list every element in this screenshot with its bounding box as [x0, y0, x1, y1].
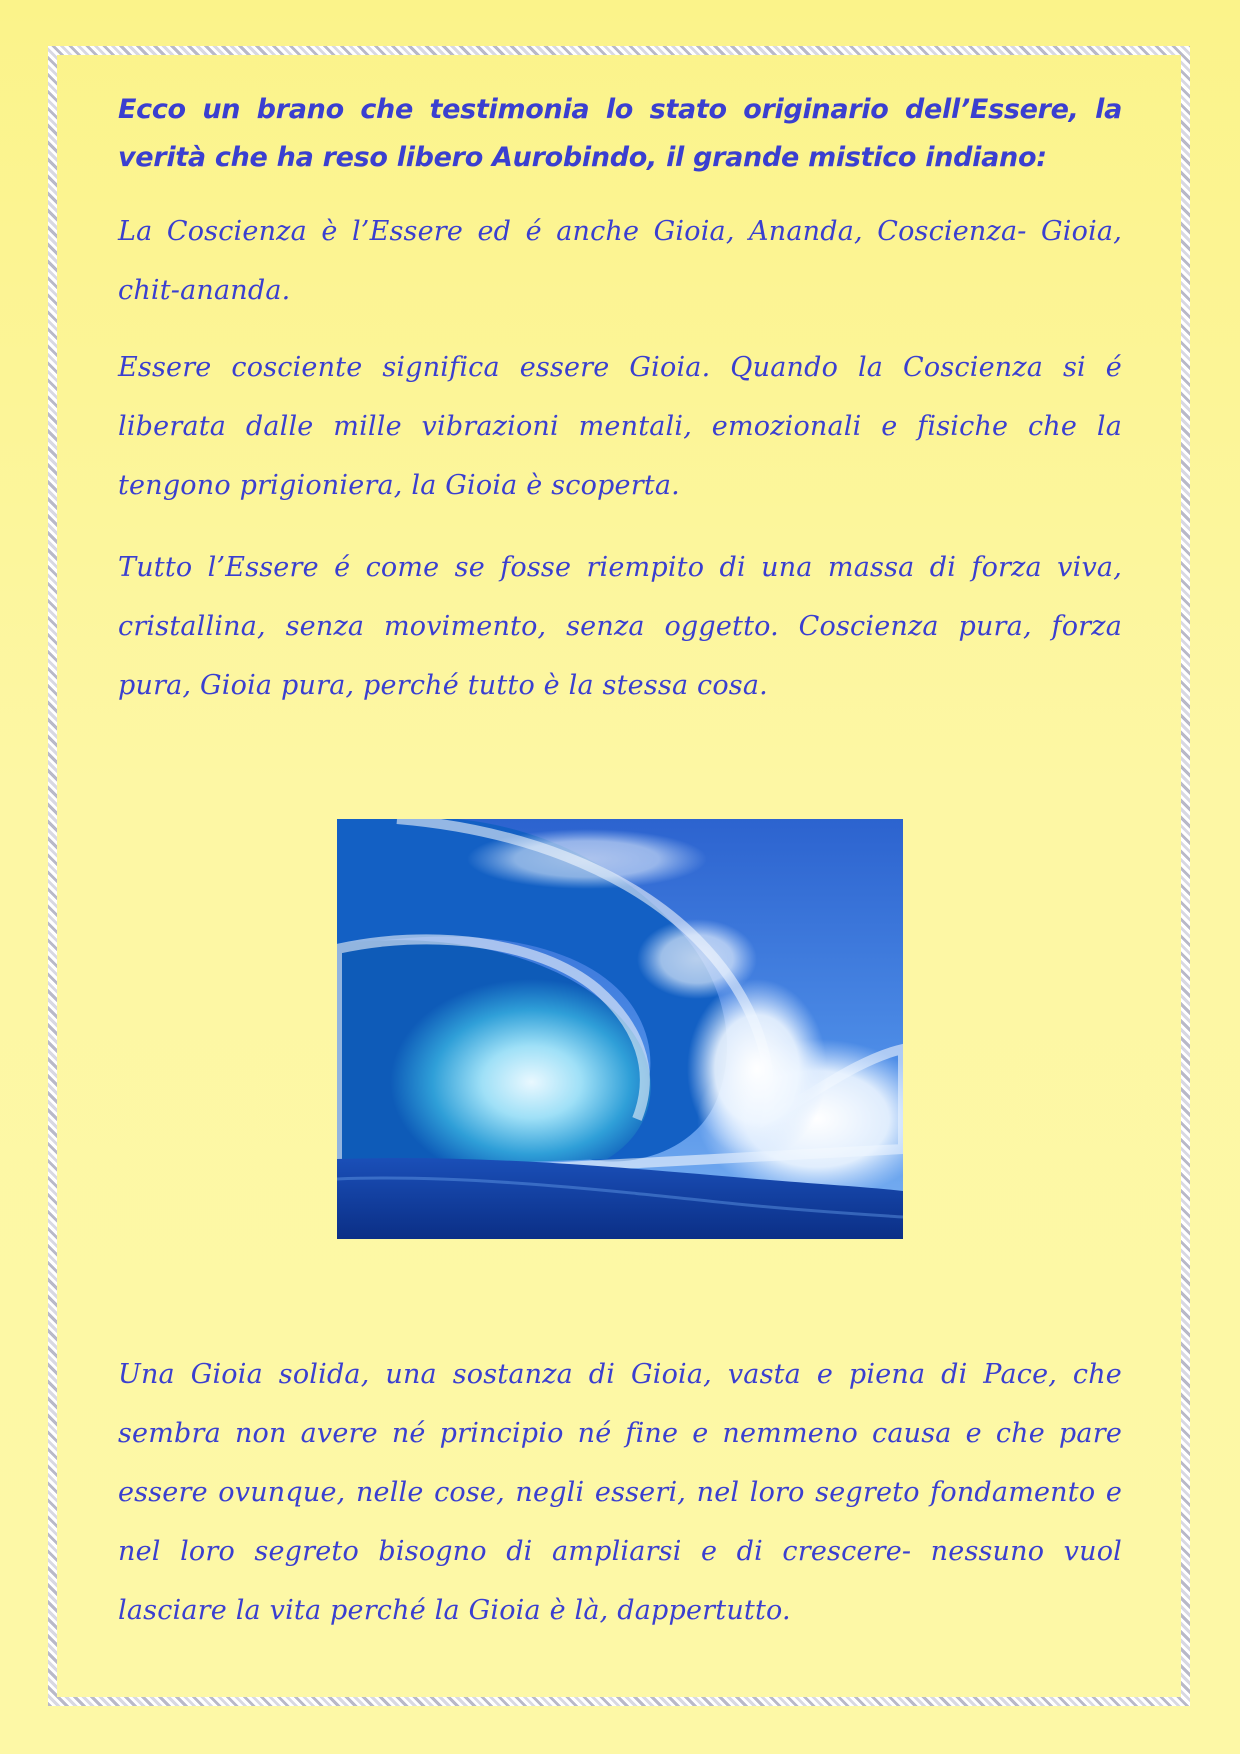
paragraph-4: Una Gioia solida, una sostanza di Gioia, vasta e piena di Pace, che sembra non avere né principio né fine e nemmeno causa e che pare essere ovunque, nelle cose, negli esseri, nel loro segreto fondamento e nel loro segreto bisogno di ampliarsi e di crescere- nessuno vuol lasciare la vita perché la Gioia è là, dappertutto.	[118, 1359, 1122, 1626]
intro-text: Ecco un brano che testimonia lo stato originario dell’Essere, la verità che ha reso libero Aurobindo, il grande mistico indiano:	[118, 94, 1122, 173]
paragraph-3: Tutto l’Essere é come se fosse riempito di una massa di forza viva, cristallina, senza movimento, senza oggetto. Coscienza pura, forza pura, Gioia pura, perché tutto è la stessa cosa.	[118, 552, 1122, 701]
ocean-wave-image	[337, 819, 903, 1239]
paragraph-1: La Coscienza è l’Essere ed é anche Gioia, Ananda, Coscienza- Gioia, chit-ananda.	[118, 216, 1122, 306]
paragraph-2: Essere cosciente significa essere Gioia. Quando la Coscienza si é liberata dalle mille vibrazioni mentali, emozionali e fisiche che la tengono prigioniera, la Gioia è scoperta.	[118, 352, 1122, 501]
